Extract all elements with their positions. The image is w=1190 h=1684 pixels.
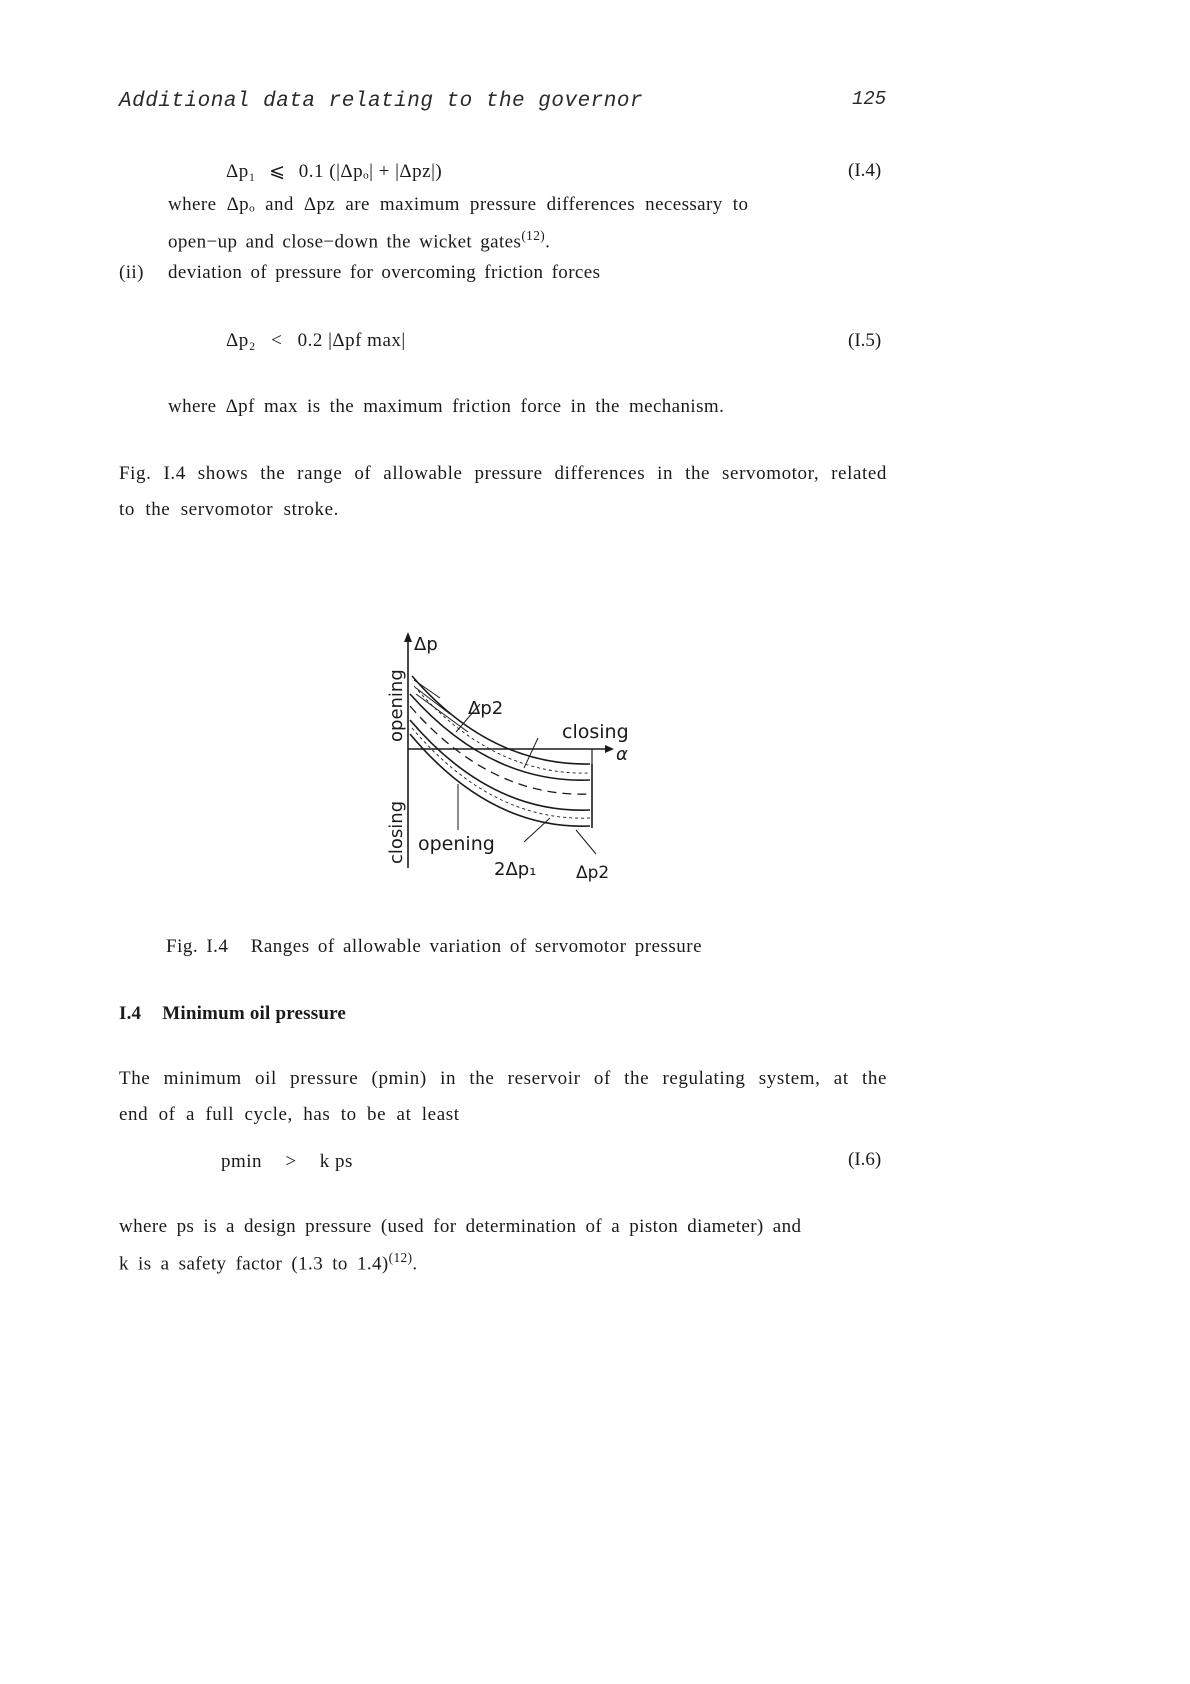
- section-heading: [119, 1003, 346, 1025]
- axis-label-alpha: α: [616, 744, 628, 765]
- paragraph-design-pressure-tail: .: [412, 1253, 418, 1275]
- closing-leader: [524, 738, 538, 768]
- where-line-2-text: open−up and close−down the wicket gates: [168, 231, 522, 253]
- equation-i4-relation: ⩽: [269, 161, 286, 182]
- closing-curve-label: closing: [562, 721, 629, 743]
- paragraph-min-pressure: The minimum oil pressure (pmin) in the reservoir of the regulating system, at the end of a full cycle, has to be at least: [119, 1068, 887, 1125]
- running-head: Additional data relating to the governor: [119, 90, 644, 113]
- opening-label-left: opening: [386, 669, 407, 742]
- where-line-2: [168, 228, 550, 253]
- page-number: 125: [852, 88, 887, 110]
- dp2-bottom-label: Δp2: [576, 863, 610, 883]
- dp2-top-label: Δp2: [468, 698, 504, 719]
- paragraph-fig-intro: Fig. I.4 shows the range of allowable pressure differences in the servomotor, related to the servomotor stroke.: [119, 463, 887, 520]
- equation-i6: [221, 1151, 353, 1173]
- two-dp1-leader: [524, 818, 550, 842]
- horizontal-axis-arrow: [605, 745, 614, 753]
- section-title: Minimum oil pressure: [162, 1003, 347, 1024]
- equation-i5-number: (I.5): [848, 330, 882, 351]
- figure-caption-text: Ranges of allowable variation of servomotor pressure: [250, 936, 703, 957]
- figure-caption: [166, 936, 702, 958]
- equation-i5: [226, 330, 406, 352]
- closing-label-left: closing: [386, 800, 407, 864]
- item-ii-text: deviation of pressure for overcoming friction forces: [168, 262, 601, 283]
- figure-caption-label: Fig. I.4: [166, 936, 229, 957]
- equation-i6-relation: >: [285, 1151, 297, 1172]
- where-line-2-tail: .: [545, 231, 551, 253]
- equation-i4-number: (I.4): [848, 160, 882, 181]
- axis-label-dp: Δp: [414, 634, 438, 655]
- equation-i6-lhs: pmin: [221, 1151, 263, 1172]
- opening-curve-label: opening: [418, 833, 495, 855]
- two-dp1-label: 2Δp₁: [494, 859, 537, 880]
- equation-i4: [226, 160, 442, 183]
- paragraph-design-pressure-text: k is a safety factor (1.3 to 1.4): [119, 1253, 389, 1275]
- reference-marker-2: (12): [388, 1250, 413, 1265]
- equation-i5-rhs: 0.2 |Δpf max|: [297, 330, 406, 351]
- dp2-bottom-leader: [576, 830, 596, 854]
- equation-i4-lhs: Δp₁: [226, 161, 256, 182]
- equation-i5-lhs: Δp₂: [226, 330, 256, 351]
- paragraph-design-pressure-line-2: [119, 1250, 418, 1275]
- item-ii-label: (ii): [119, 262, 144, 283]
- mean-dashed-curve: [410, 706, 590, 794]
- reference-marker: (12): [521, 228, 546, 243]
- equation-i4-rhs: 0.1 (|Δpₒ| + |Δpz|): [298, 161, 443, 182]
- figure-i4: [380, 628, 640, 890]
- where-line-1: where Δpₒ and Δpz are maximum pressure differences necessary to: [168, 194, 749, 215]
- paragraph-design-pressure-line-1: where ps is a design pressure (used for determination of a piston diameter) and: [119, 1216, 802, 1237]
- equation-i5-relation: <: [271, 330, 283, 351]
- equation-i6-number: (I.6): [848, 1149, 882, 1170]
- where-friction: where Δpf max is the maximum friction force in the mechanism.: [168, 396, 725, 417]
- vertical-axis-arrow: [404, 632, 412, 642]
- section-number: I.4: [119, 1003, 142, 1024]
- equation-i6-rhs: k ps: [319, 1151, 353, 1172]
